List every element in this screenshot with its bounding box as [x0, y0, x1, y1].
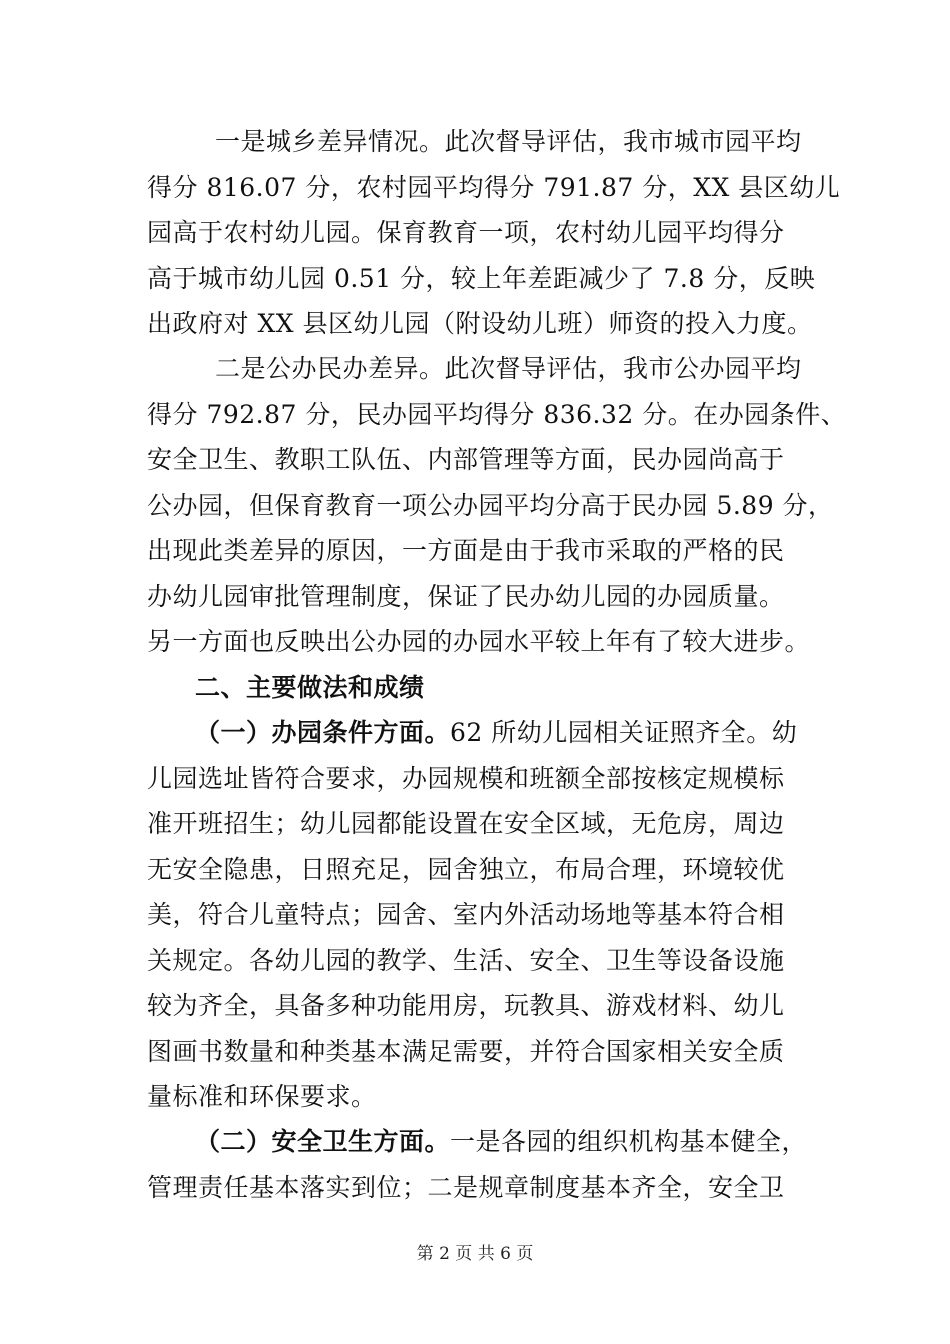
text-line [0, 1080, 950, 1114]
section-heading [0, 671, 950, 705]
text-line [0, 398, 950, 432]
subsection-heading: （二）安全卫生方面。 [195, 1127, 451, 1156]
text-line [0, 443, 950, 477]
text-line [0, 1125, 950, 1159]
line-text: 管理责任基本落实到位；二是规章制度基本齐全，安全卫 [147, 1173, 785, 1202]
line-text: 得分 816.07 分，农村园平均得分 791.87 分，XX 县区幼儿 [147, 173, 841, 202]
text-line [0, 307, 950, 341]
line-text: 一是各园的组织机构基本健全， [450, 1127, 808, 1156]
text-line [0, 580, 950, 614]
line-text: 准开班招生；幼儿园都能设置在安全区域，无危房，周边 [147, 809, 785, 838]
page-footer: 第 2 页 共 6 页 [416, 1244, 534, 1264]
line-text: 62 所幼儿园相关证照齐全。幼 [450, 718, 798, 747]
line-text: 量标准和环保要求。 [147, 1082, 377, 1111]
text-line [0, 989, 950, 1023]
section-heading-text: 二、主要做法和成绩 [195, 673, 425, 702]
line-text: 美，符合儿童特点；园舍、室内外活动场地等基本符合相 [147, 900, 785, 929]
line-text: 安全卫生、教职工队伍、内部管理等方面，民办园尚高于 [147, 445, 785, 474]
text-line [0, 489, 950, 523]
text-line [0, 352, 950, 386]
line-text: 办幼儿园审批管理制度，保证了民办幼儿园的办园质量。 [147, 582, 785, 611]
text-line [0, 625, 950, 659]
line-text: 高于城市幼儿园 0.51 分，较上年差距减少了 7.8 分，反映 [147, 264, 816, 293]
text-line [0, 125, 950, 159]
text-line [0, 853, 950, 887]
line-text: 园高于农村幼儿园。保育教育一项，农村幼儿园平均得分 [147, 218, 785, 247]
line-text: 公办园，但保育教育一项公办园平均分高于民办园 5.89 分， [147, 491, 834, 520]
text-line [0, 807, 950, 841]
subsection-heading: （一）办园条件方面。 [195, 718, 451, 747]
text-line [0, 716, 950, 750]
text-line [0, 262, 950, 296]
text-line [0, 534, 950, 568]
text-line [0, 944, 950, 978]
text-line [0, 762, 950, 796]
text-line [0, 171, 950, 205]
line-text: 得分 792.87 分，民办园平均得分 836.32 分。在办园条件、 [147, 400, 847, 429]
line-text: 二是公办民办差异。此次督导评估，我市公办园平均 [215, 354, 802, 383]
text-line [0, 898, 950, 932]
line-text: 另一方面也反映出公办园的办园水平较上年有了较大进步。 [147, 627, 811, 656]
text-line [0, 1171, 950, 1205]
line-text: 关规定。各幼儿园的教学、生活、安全、卫生等设备设施 [147, 946, 785, 975]
line-text: 图画书数量和种类基本满足需要，并符合国家相关安全质 [147, 1037, 785, 1066]
line-text: 出政府对 XX 县区幼儿园（附设幼儿班）师资的投入力度。 [147, 309, 813, 338]
text-line [0, 1035, 950, 1069]
line-text: 出现此类差异的原因，一方面是由于我市采取的严格的民 [147, 536, 785, 565]
line-text: 无安全隐患，日照充足，园舍独立，布局合理，环境较优 [147, 855, 785, 884]
text-line [0, 216, 950, 250]
line-text: 较为齐全，具备多种功能用房，玩教具、游戏材料、幼儿 [147, 991, 785, 1020]
line-text: 一是城乡差异情况。此次督导评估，我市城市园平均 [215, 127, 802, 156]
line-text: 儿园选址皆符合要求，办园规模和班额全部按核定规模标 [147, 764, 785, 793]
